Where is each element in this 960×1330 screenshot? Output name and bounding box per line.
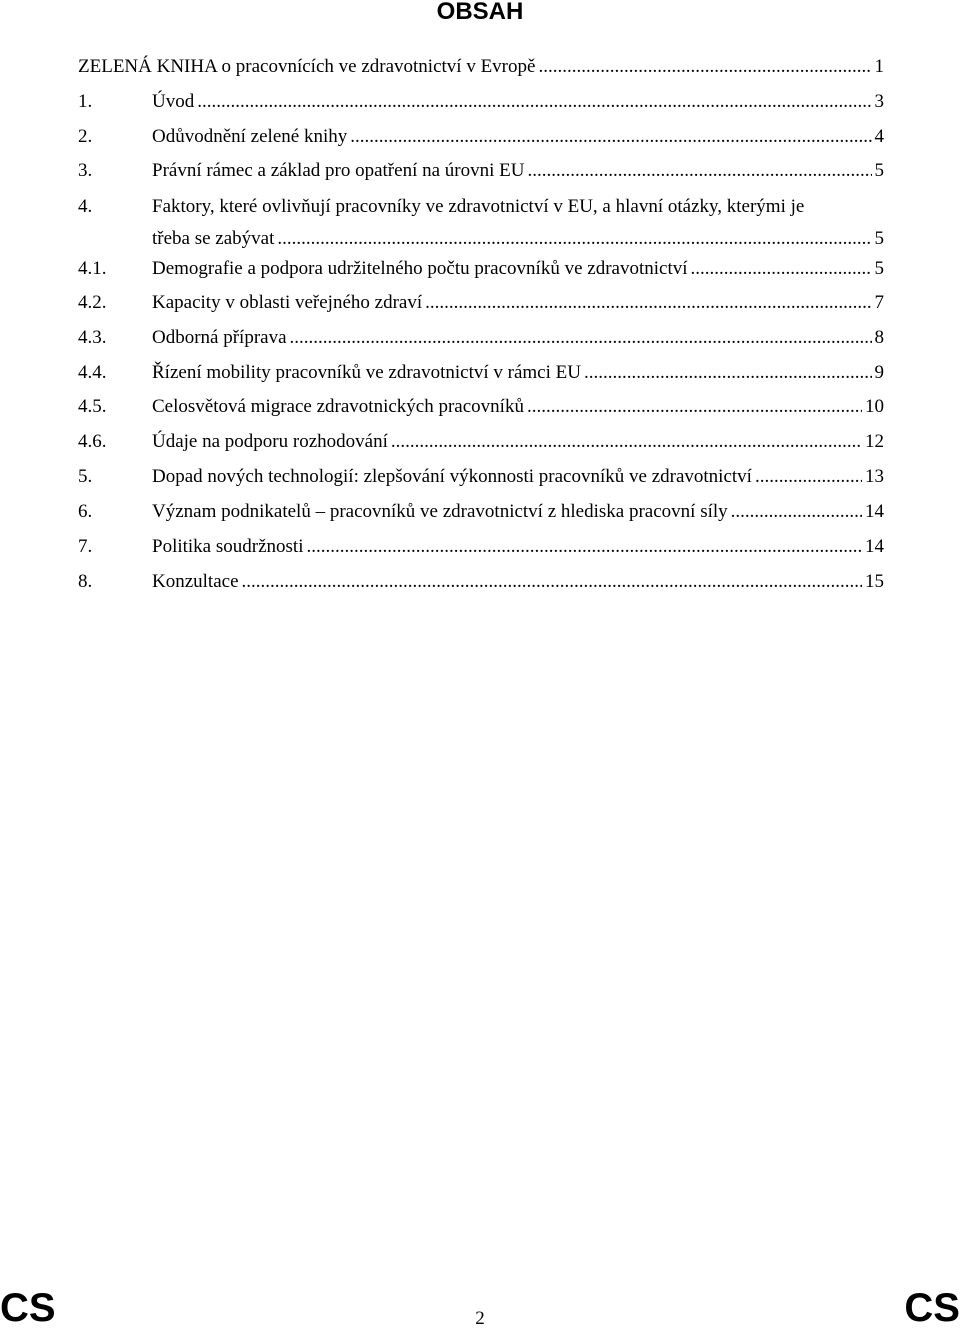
footer-page-number: 2: [475, 1308, 485, 1329]
toc-entry-title: Dopad nových technologií: zlepšování výkonnosti pracovníků ve zdravotnictví: [152, 466, 752, 487]
toc-entry-number: 7.: [78, 536, 93, 557]
toc-page-number: 15: [865, 571, 884, 592]
toc-entry-5[interactable]: [78, 462, 884, 492]
toc-entry-title: ZELENÁ KNIHA o pracovnících ve zdravotnictví v Evropě: [78, 56, 536, 77]
toc-page-number: 8: [874, 327, 884, 348]
toc-entry-number: 4.2.: [78, 292, 107, 313]
toc-page-number: 13: [865, 466, 884, 487]
toc-page-number: 4: [874, 126, 884, 147]
toc-entry-number: 4.5.: [78, 396, 107, 417]
toc-entry-number: 2.: [78, 126, 93, 147]
toc-entry-number: 5.: [78, 466, 93, 487]
toc-page-number: 1: [874, 56, 884, 77]
toc-entry-4-6[interactable]: [78, 427, 884, 457]
toc-entry-title: Údaje na podporu rozhodování: [152, 431, 388, 452]
toc-entry-4-1[interactable]: [78, 254, 884, 284]
toc-entry-green-paper[interactable]: [78, 52, 884, 82]
toc-entry-4-5[interactable]: [78, 392, 884, 422]
toc-page-number: 5: [874, 160, 884, 181]
toc-entry-title: Kapacity v oblasti veřejného zdraví: [152, 292, 423, 313]
toc-page-number: 3: [874, 91, 884, 112]
toc-entry-title: Úvod: [152, 91, 195, 112]
toc-entry-title: Faktory, které ovlivňují pracovníky ve zdravotnictví v EU, a hlavní otázky, kterými je: [152, 196, 805, 217]
toc-entry-first-line: [78, 192, 884, 224]
toc-entry-number: 4.4.: [78, 362, 107, 383]
toc-entry-title: Konzultace: [152, 571, 239, 592]
footer-language-label-left: CS: [0, 1286, 56, 1330]
toc-leader-dots: [290, 323, 872, 353]
toc-entry-title: Politika soudržnosti: [152, 536, 304, 557]
toc-entry-title-continued: třeba se zabývat: [152, 228, 275, 249]
toc-entry-title: Řízení mobility pracovníků ve zdravotnictví v rámci EU: [152, 362, 581, 383]
toc-leader-dots: [538, 52, 871, 82]
toc-page-number: 14: [865, 501, 884, 522]
toc-page-number: 5: [874, 228, 884, 249]
toc-leader-dots: [197, 87, 871, 117]
toc-page-number: 12: [865, 431, 884, 452]
toc-entry-title: Demografie a podpora udržitelného počtu pracovníků ve zdravotnictví: [152, 258, 688, 279]
toc-entry-3[interactable]: [78, 156, 884, 186]
toc-entry-4-4[interactable]: [78, 358, 884, 388]
toc-leader-dots: [691, 254, 872, 284]
toc-page-number: 14: [865, 536, 884, 557]
toc-entry-title: Význam podnikatelů – pracovníků ve zdravotnictví z hlediska pracovní síly: [152, 501, 728, 522]
toc-entry-number: 6.: [78, 501, 93, 522]
toc-leader-dots: [277, 224, 871, 254]
toc-entry-4-2[interactable]: [78, 288, 884, 318]
page-title: OBSAH: [436, 0, 524, 25]
toc-entry-6[interactable]: [78, 497, 884, 527]
toc-page-number: 10: [865, 396, 884, 417]
toc-entry-number: 4.1.: [78, 258, 107, 279]
toc-page-number: 5: [874, 258, 884, 279]
toc-entry-1[interactable]: [78, 87, 884, 117]
toc-leader-dots: [306, 532, 862, 562]
toc-entry-7[interactable]: [78, 532, 884, 562]
toc-entry-number: 1.: [78, 91, 93, 112]
toc-leader-dots: [755, 462, 862, 492]
footer-language-label-right: CS: [904, 1286, 960, 1330]
toc-page-number: 9: [874, 362, 884, 383]
toc-entry-8[interactable]: [78, 567, 884, 597]
toc-entry-title: Právní rámec a základ pro opatření na úrovni EU: [152, 160, 525, 181]
toc-entry-number: 4.3.: [78, 327, 107, 348]
toc-entry-second-line: [78, 224, 884, 254]
toc-leader-dots: [350, 122, 871, 152]
toc-entry-title: Odborná příprava: [152, 327, 287, 348]
toc-entry-number: 8.: [78, 571, 93, 592]
toc-entry-4[interactable]: [78, 192, 884, 254]
toc-leader-dots: [391, 427, 862, 457]
toc-leader-dots: [584, 358, 872, 388]
toc-entry-number: 4.: [78, 196, 93, 217]
toc-page-number: 7: [874, 292, 884, 313]
toc-entry-number: 3.: [78, 160, 93, 181]
toc-entry-number: 4.6.: [78, 431, 107, 452]
toc-entry-2[interactable]: [78, 122, 884, 152]
toc-leader-dots: [425, 288, 871, 318]
toc-entry-4-3[interactable]: [78, 323, 884, 353]
toc-leader-dots: [242, 567, 862, 597]
toc-entry-title: Odůvodnění zelené knihy: [152, 126, 348, 147]
toc-leader-dots: [527, 392, 862, 422]
toc-leader-dots: [731, 497, 862, 527]
toc-leader-dots: [527, 156, 871, 186]
toc-entry-title: Celosvětová migrace zdravotnických pracovníků: [152, 396, 524, 417]
